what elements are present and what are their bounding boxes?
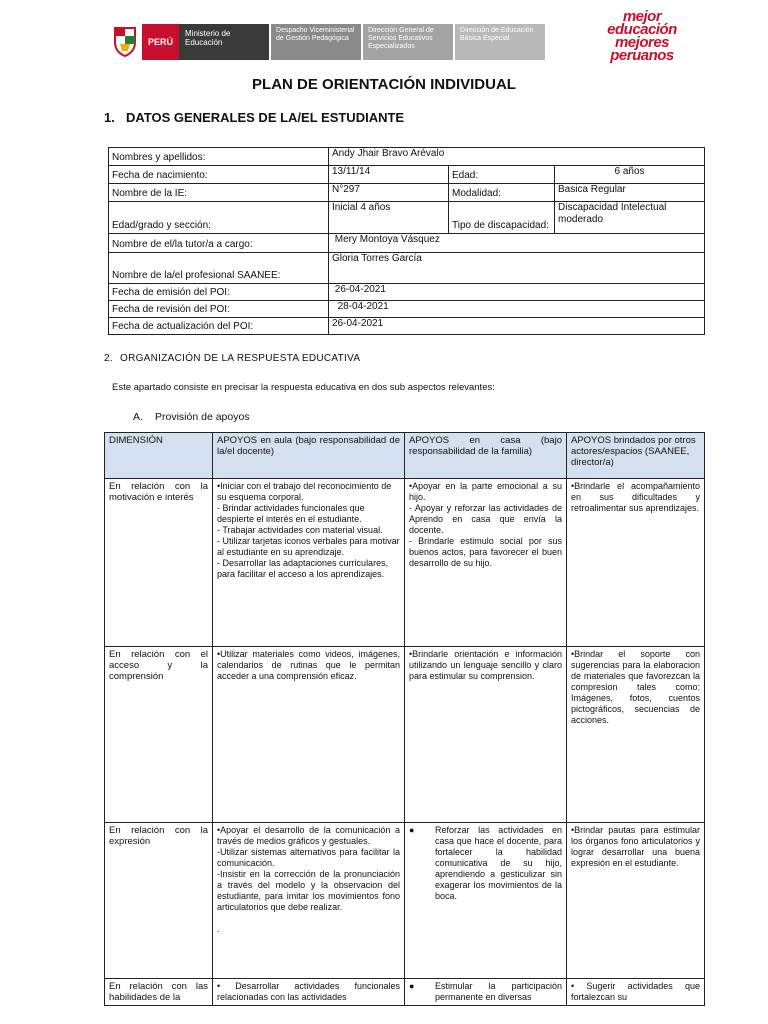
list-item: •Brindarle el acompañamiento en sus dificultades y retroalimentar sus aprendizajes. <box>571 481 700 513</box>
general-data-table <box>108 147 705 335</box>
casa-cell <box>405 647 567 823</box>
edad-value: 6 años <box>555 166 705 184</box>
nacimiento-value: 13/11/14 <box>329 166 449 184</box>
otros-cell <box>567 979 705 1006</box>
ministry-label: Ministerio de Educación <box>179 24 269 60</box>
discapacidad-label: Tipo de discapacidad: <box>449 202 555 234</box>
list-item: - Trabajar actividades con material visual. <box>217 525 383 535</box>
subsection-letter: A. <box>133 411 143 423</box>
slogan-logo <box>606 10 678 62</box>
casa-cell <box>405 823 567 979</box>
list-item <box>217 913 400 924</box>
actualizacion-label: Fecha de actualización del POI: <box>109 318 329 335</box>
bullet-icon: ● <box>409 981 415 991</box>
list-item: • Sugerir actividades que fortalezcan su <box>571 981 700 1002</box>
list-item: - Brindar actividades funcionales que despierte el interés en el estudiante. <box>217 503 365 524</box>
dimension-cell: En relación con el acceso y la comprensión <box>105 647 213 823</box>
page-title: PLAN DE ORIENTACIÓN INDIVIDUAL <box>252 76 516 93</box>
grado-label: Edad/grado y sección: <box>109 202 329 234</box>
modalidad-label: Modalidad: <box>449 184 555 202</box>
peru-label: PERÚ <box>142 24 179 60</box>
header-dimension: DIMENSIÓN <box>105 433 213 479</box>
list-item: •Brindar el soporte con sugerencias para la elaboracion de materiales que favorezcan la compresion tales como: Imágenes, fotos, cuentos pictográficos, secuencias de acciones. <box>571 649 700 725</box>
slogan-line: peruanos <box>610 47 674 64</box>
intro-paragraph: Este apartado consiste en precisar la respuesta educativa en dos sub aspectos relevantes: <box>112 382 495 393</box>
list-item: . <box>217 924 220 934</box>
dimension-cell: En relación con la motivación e interés <box>105 479 213 647</box>
dimension-cell: En relación con la expresión <box>105 823 213 979</box>
list-item: •Brindar pautas para estimular los órganos fono articulatorios y lograr desarrollar una buena expresión en el estudiante. <box>571 825 700 868</box>
table-row <box>105 479 705 647</box>
section-title: DATOS GENERALES DE LA/EL ESTUDIANTE <box>126 110 405 125</box>
section-number: 1. <box>104 110 115 125</box>
nombres-value: Andy Jhair Bravo Arévalo <box>329 148 705 166</box>
edad-label: Edad: <box>449 166 555 184</box>
table-row <box>105 823 705 979</box>
tutor-name: Mery Montoya Vásquez <box>334 234 440 245</box>
aula-cell <box>213 823 405 979</box>
subsection-a-heading <box>133 411 250 423</box>
bullet-icon: ● <box>409 825 415 835</box>
otros-cell <box>567 823 705 979</box>
apoyos-table <box>104 432 705 1006</box>
peru-shield-icon <box>112 24 138 58</box>
slogan-line: mejores <box>614 34 670 51</box>
emision-value <box>329 284 705 301</box>
ministry-header <box>112 24 545 60</box>
aula-cell <box>213 479 405 647</box>
list-item: •Apoyar el desarrollo de la comunicación a través de medios gráficos y gestuales. <box>217 825 400 846</box>
revision-value <box>329 301 705 318</box>
bullet-item <box>409 981 562 1003</box>
casa-cell <box>405 979 567 1006</box>
ie-value: N°297 <box>329 184 449 202</box>
bullet-item <box>409 825 562 902</box>
list-item: • Desarrollar actividades funcionales relacionadas con las actividades <box>217 981 400 1002</box>
section-title: ORGANIZACIÓN DE LA RESPUESTA EDUCATIVA <box>120 353 361 364</box>
section2-heading <box>104 353 360 364</box>
revision-date: 28-04-2021 <box>337 301 389 312</box>
subsection-title: Provisión de apoyos <box>155 411 250 423</box>
tutor-value <box>329 234 705 253</box>
saanee-label: Nombre de la/el profesional SAANEE: <box>109 253 329 284</box>
aula-cell <box>213 979 405 1006</box>
list-item: Estimular la participación permanente en diversas <box>435 981 562 1002</box>
header-block-3: Dirección de Educación Básica Especial <box>455 24 545 60</box>
header-block-1: Despacho Viceministerial de Gestión Pedagógica <box>271 24 361 60</box>
emision-date: 26-04-2021 <box>334 284 386 295</box>
table-row <box>105 979 705 1006</box>
list-item: - Desarrollar las adaptaciones curriculares, para facilitar el acceso a los aprendizajes. <box>217 558 389 579</box>
list-item: Reforzar las actividades en casa que hace el docente, para fortalecer la habilidad comunicativa de su hijo, aprendiendo a gesticulizar sin exagerar los movimientos de la boca. <box>435 825 562 901</box>
modalidad-value: Basica Regular <box>555 184 705 202</box>
saanee-value: Gloria Torres García <box>329 253 705 284</box>
section1-heading <box>104 110 404 125</box>
otros-cell <box>567 647 705 823</box>
discapacidad-value: Discapacidad Intelectual moderado <box>555 202 705 234</box>
casa-cell <box>405 479 567 647</box>
grado-value: Inicial 4 años <box>329 202 449 234</box>
tutor-label: Nombre de el/la tutor/a a cargo: <box>109 234 329 253</box>
revision-label: Fecha de revisión del POI: <box>109 301 329 318</box>
nombres-label: Nombres y apellidos: <box>109 148 329 166</box>
header-otros: APOYOS brindados por otros actores/espacios (SAANEE, director/a) <box>567 433 705 479</box>
otros-cell <box>567 479 705 647</box>
section-number: 2. <box>104 353 113 364</box>
actualizacion-value: 26-04-2021 <box>329 318 705 335</box>
list-item: •Iniciar con el trabajo del reconocimiento de su esquema corporal. <box>217 481 392 502</box>
slogan-line: educación <box>607 21 677 38</box>
list-item: •Apoyar en la parte emocional a su hijo. <box>409 481 562 502</box>
header-aula: APOYOS en aula (bajo responsabilidad de la/el docente) <box>213 433 405 479</box>
list-item: - Brindarle estimulo social por sus buenos actos, para favorecer el buen desarrollo de su hijo. <box>409 536 562 568</box>
table-row <box>105 647 705 823</box>
list-item: - Apoyar y reforzar las actividades de Aprendo en casa que envía la docente. <box>409 503 562 535</box>
list-item: -Insistir en la corrección de la pronunciación a través del modelo y la observacion del estudiante, para imitar los movimientos fono articulatorios que debe realizar. <box>217 869 400 912</box>
list-item: •Brindarle orientación e información utilizando un lenguaje sencillo y claro para estimular su comprension. <box>409 649 562 681</box>
nacimiento-label: Fecha de nacimiento: <box>109 166 329 184</box>
list-item: - Utilizar tarjetas iconos verbales para motivar al estudiante en su aprendizaje. <box>217 536 400 557</box>
header-casa: APOYOS en casa (bajo responsabilidad de la familia) <box>405 433 567 479</box>
header-block-2: Dirección General de Servicios Educativos Especializados <box>363 24 453 60</box>
dimension-cell: En relación con las habilidades de la <box>105 979 213 1006</box>
list-item: •Utilizar materiales como videos, imágenes, calendarios de rutinas que le permitan acceder a una comprensión eficaz. <box>217 649 400 681</box>
slogan-line: mejor <box>622 8 662 25</box>
ie-label: Nombre de la IE: <box>109 184 329 202</box>
list-item: -Utilizar sistemas alternativos para facilitar la comunicación. <box>217 847 400 868</box>
emision-label: Fecha de emisión del POI: <box>109 284 329 301</box>
aula-cell <box>213 647 405 823</box>
